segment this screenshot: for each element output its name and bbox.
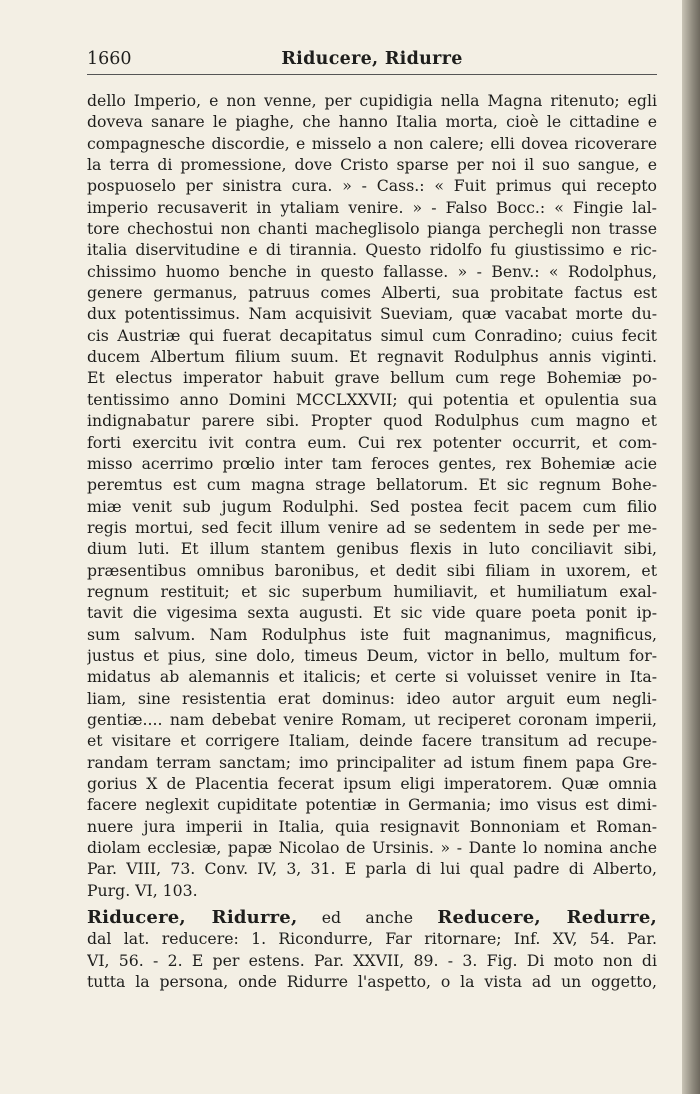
text-line: Par. VIII, 73. Conv. IV, 3, 31. E parla di lui qual padre di Alberto, bbox=[87, 859, 657, 879]
text-line: chissimo huomo benche in questo fallasse. » - Benv.: « Rodolphus, bbox=[87, 261, 657, 281]
text-line: sum salvum. Nam Rodulphus iste fuit magnanimus, magnificus, bbox=[87, 624, 657, 644]
entry-text-line: VI, 56. - 2. E per estens. Par. XXVII, 89. - 3. Fig. Di moto non di bbox=[87, 950, 657, 970]
text-line-last: Purg. VI, 103. bbox=[87, 880, 198, 900]
text-line: genere germanus, patruus comes Alberti, sua probitate factus est bbox=[87, 283, 657, 303]
text-line: peremtus est cum magna strage bellatorum. Et sic regnum Bohe- bbox=[87, 475, 657, 495]
text-line: imperio recusaverit in ytaliam venire. » - Falso Bocc.: « Fingie lal- bbox=[87, 197, 657, 217]
entry-heading-line bbox=[87, 907, 657, 928]
running-title: Riducere, Ridurre bbox=[281, 49, 463, 69]
text-line: dux potentissimus. Nam acquisivit Sueviam, quæ vacabat morte du- bbox=[87, 304, 657, 324]
text-line: dello Imperio, e non venne, per cupidigia nella Magna ritenuto; egli bbox=[87, 91, 657, 110]
text-line: tavit die vigesima sexta augusti. Et sic vide quare poeta ponit ip- bbox=[87, 603, 657, 623]
text-line: et visitare et corrigere Italiam, deinde facere transitum ad recupe- bbox=[87, 731, 657, 751]
text-line: cis Austriæ qui fuerat decapitatus simul cum Conradino; cuius fecit bbox=[87, 325, 657, 345]
text-line: Et electus imperator habuit grave bellum cum rege Bohemiæ po- bbox=[87, 368, 657, 388]
text-line: regnum restituit; et sic superbum humiliavit, et humiliatum exal- bbox=[87, 581, 657, 601]
headword-reducere: Reducere, Redurre, bbox=[437, 907, 657, 928]
continued-entry-text bbox=[87, 90, 657, 901]
text-line: midatus ab alemannis et italicis; et certe si voluisset venire in Ita- bbox=[87, 667, 657, 687]
text-line: randam terram sanctam; imo principaliter ad istum finem papa Gre- bbox=[87, 752, 657, 772]
text-line: miæ venit sub jugum Rodulphi. Sed postea fecit pacem cum filio bbox=[87, 496, 657, 516]
text-line: gentiæ.... nam debebat venire Romam, ut reciperet coronam imperii, bbox=[87, 709, 657, 729]
entry-text-line: dal lat. reducere: 1. Ricondurre, Far ritornare; Inf. XV, 54. Par. bbox=[87, 929, 657, 949]
text-line: diolam ecclesiæ, papæ Nicolao de Ursinis. » - Dante lo nomina anche bbox=[87, 838, 657, 858]
text-line: regis mortui, sed fecit illum venire ad se sedentem in sede per me- bbox=[87, 517, 657, 537]
text-line: indignabatur parere sibi. Propter quod Rodulphus cum magno et bbox=[87, 411, 657, 431]
text-line: justus et pius, sine dolo, timeus Deum, victor in bello, multum for- bbox=[87, 645, 657, 665]
text-line: italia diservitudine e di tirannia. Questo ridolfo fu giustissimo e ric- bbox=[87, 240, 657, 260]
text-line: pospuoselo per sinistra cura. » - Cass.: « Fuit primus qui recepto bbox=[87, 176, 657, 196]
text-line: dium luti. Et illum stantem genibus flexis in luto conciliavit sibi, bbox=[87, 539, 657, 559]
text-line: liam, sine resistentia erat dominus: ideo autor arguit eum negli- bbox=[87, 688, 657, 708]
text-line: ducem Albertum filium suum. Et regnavit Rodulphus annis viginti. bbox=[87, 347, 657, 367]
text-line: gorius X de Placentia fecerat ipsum eligi imperatorem. Quæ omnia bbox=[87, 774, 657, 793]
text-line: misso acerrimo prœlio inter tam feroces gentes, rex Bohemiæ acie bbox=[87, 453, 657, 473]
headword-riducere: Riducere, Ridurre, bbox=[87, 907, 298, 928]
text-line: doveva sanare le piaghe, che hanno Italia morta, cioè le cittadine e bbox=[87, 112, 657, 132]
text-line: facere neglexit cupiditate potentiæ in Germania; imo visus est dimi- bbox=[87, 795, 657, 815]
page-number: 1660 bbox=[87, 49, 132, 69]
text-line: la terra di promessione, dove Cristo sparse per noi il suo sangue, e bbox=[87, 155, 657, 175]
entry-text-line: tutta la persona, onde Ridurre l'aspetto, o la vista ad un oggetto, bbox=[87, 972, 657, 992]
text-line: nuere jura imperii in Italia, quia resignavit Bonnoniam et Roman- bbox=[87, 816, 657, 836]
dictionary-entry bbox=[87, 907, 657, 992]
headword-connector: ed anche bbox=[297, 908, 438, 927]
text-line: tentissimo anno Domini MCCLXXVII; qui potentia et opulentia sua bbox=[87, 389, 657, 409]
page-edge-shadow bbox=[682, 0, 700, 1094]
text-line: forti exercitu ivit contra eum. Cui rex potenter occurrit, et com- bbox=[87, 432, 657, 452]
page-header bbox=[87, 46, 657, 72]
header-rule bbox=[87, 74, 657, 75]
text-line: præsentibus omnibus baronibus, et dedit sibi filiam in uxorem, et bbox=[87, 560, 657, 580]
text-line: tore chechostui non chanti macheglisolo pianga perchegli non trasse bbox=[87, 219, 657, 239]
text-line: compagnesche discordie, e misselo a non calere; elli dovea ricoverare bbox=[87, 133, 657, 153]
